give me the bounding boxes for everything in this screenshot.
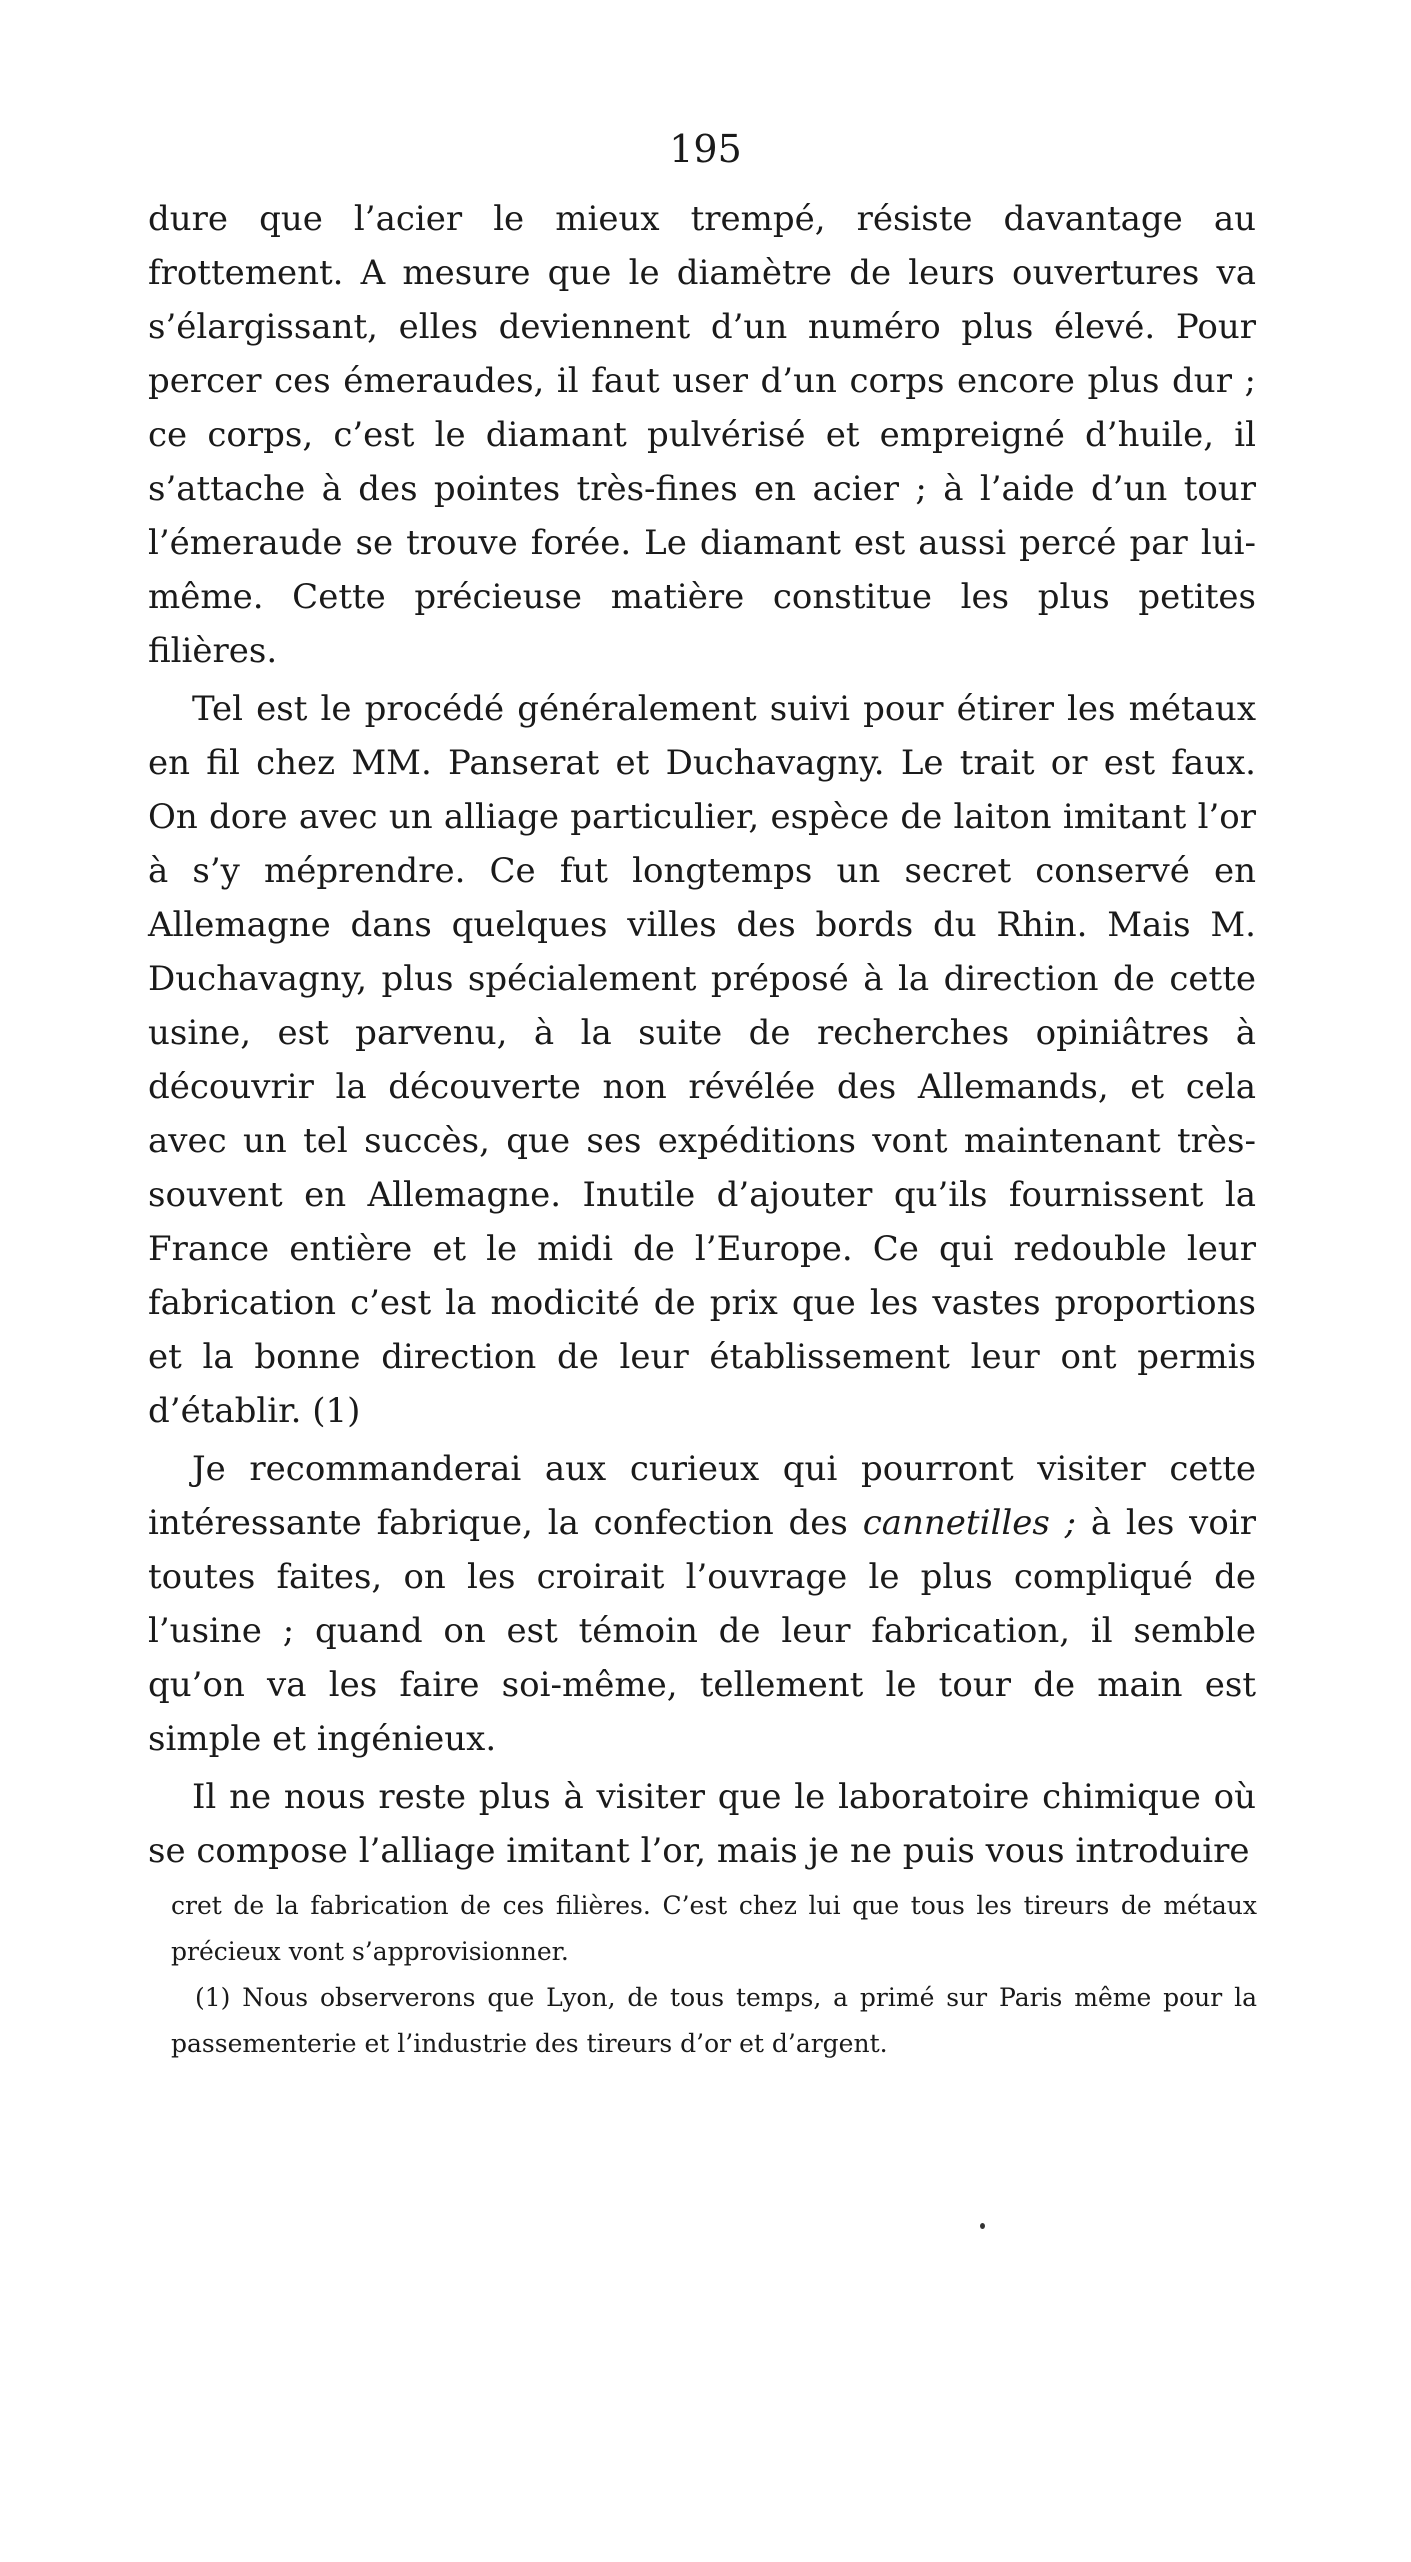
- footnote-continuation: cret de la fabrication de ces filières. C’est chez lui que tous les tireurs de métaux précieux vont s’approvisionner.: [171, 1891, 1257, 1966]
- paragraph-3-end: à les voir toutes faites, on les croirait l’ouvrage le plus compliqué de l’usine ; quand on est témoin de leur fabrication, il semble qu’on va les faire soi-même, tellement le tour de main est simple et ingénieux.: [148, 1503, 1256, 1759]
- paragraph-3-start: Je recommanderai aux curieux qui pourront visiter cette intéressante fabrique, la confection des: [148, 1449, 1256, 1543]
- ink-speck: [980, 2223, 985, 2229]
- footnote-1: (1) Nous observerons que Lyon, de tous temps, a primé sur Paris même pour la passementerie et l’industrie des tireurs d’or et d’argent.: [171, 1983, 1257, 2058]
- italic-term-cannetilles: cannetilles ;: [862, 1503, 1077, 1543]
- paragraph-3: [148, 1442, 1256, 1766]
- paragraph-1: dure que l’acier le mieux trempé, résiste davantage au frottement. A mesure que le diamètre de leurs ouvertures va s’élargissant, elles deviennent d’un numéro plus élevé. Pour percer ces émeraudes, il faut user d’un corps encore plus dur ; ce corps, c’est le diamant pulvérisé et empreigné d’huile, il s’attache à des pointes très-fines en acier ; à l’aide d’un tour l’émeraude se trouve forée. Le diamant est aussi percé par lui-même. Cette précieuse matière constitue les plus petites filières.: [148, 199, 1256, 671]
- paragraph-4: Il ne nous reste plus à visiter que le laboratoire chimique où se compose l’alliage imitant l’or, mais je ne puis vous introduire: [148, 1777, 1256, 1871]
- footnotes: [171, 1883, 1257, 2067]
- main-text: [148, 192, 1256, 1878]
- page-number: 195: [669, 127, 742, 171]
- paragraph-2: Tel est le procédé généralement suivi pour étirer les métaux en fil chez MM. Panserat et Duchavagny. Le trait or est faux. On dore avec un alliage particulier, espèce de laiton imitant l’or à s’y méprendre. Ce fut longtemps un secret conservé en Allemagne dans quelques villes des bords du Rhin. Mais M. Duchavagny, plus spécialement préposé à la direction de cette usine, est parvenu, à la suite de recherches opiniâtres à découvrir la découverte non révélée des Allemands, et cela avec un tel succès, que ses expéditions vont maintenant très-souvent en Allemagne. Inutile d’ajouter qu’ils fournissent la France entière et le midi de l’Europe. Ce qui redouble leur fabrication c’est la modicité de prix que les vastes proportions et la bonne direction de leur établissement leur ont permis d’établir. (1): [148, 689, 1256, 1431]
